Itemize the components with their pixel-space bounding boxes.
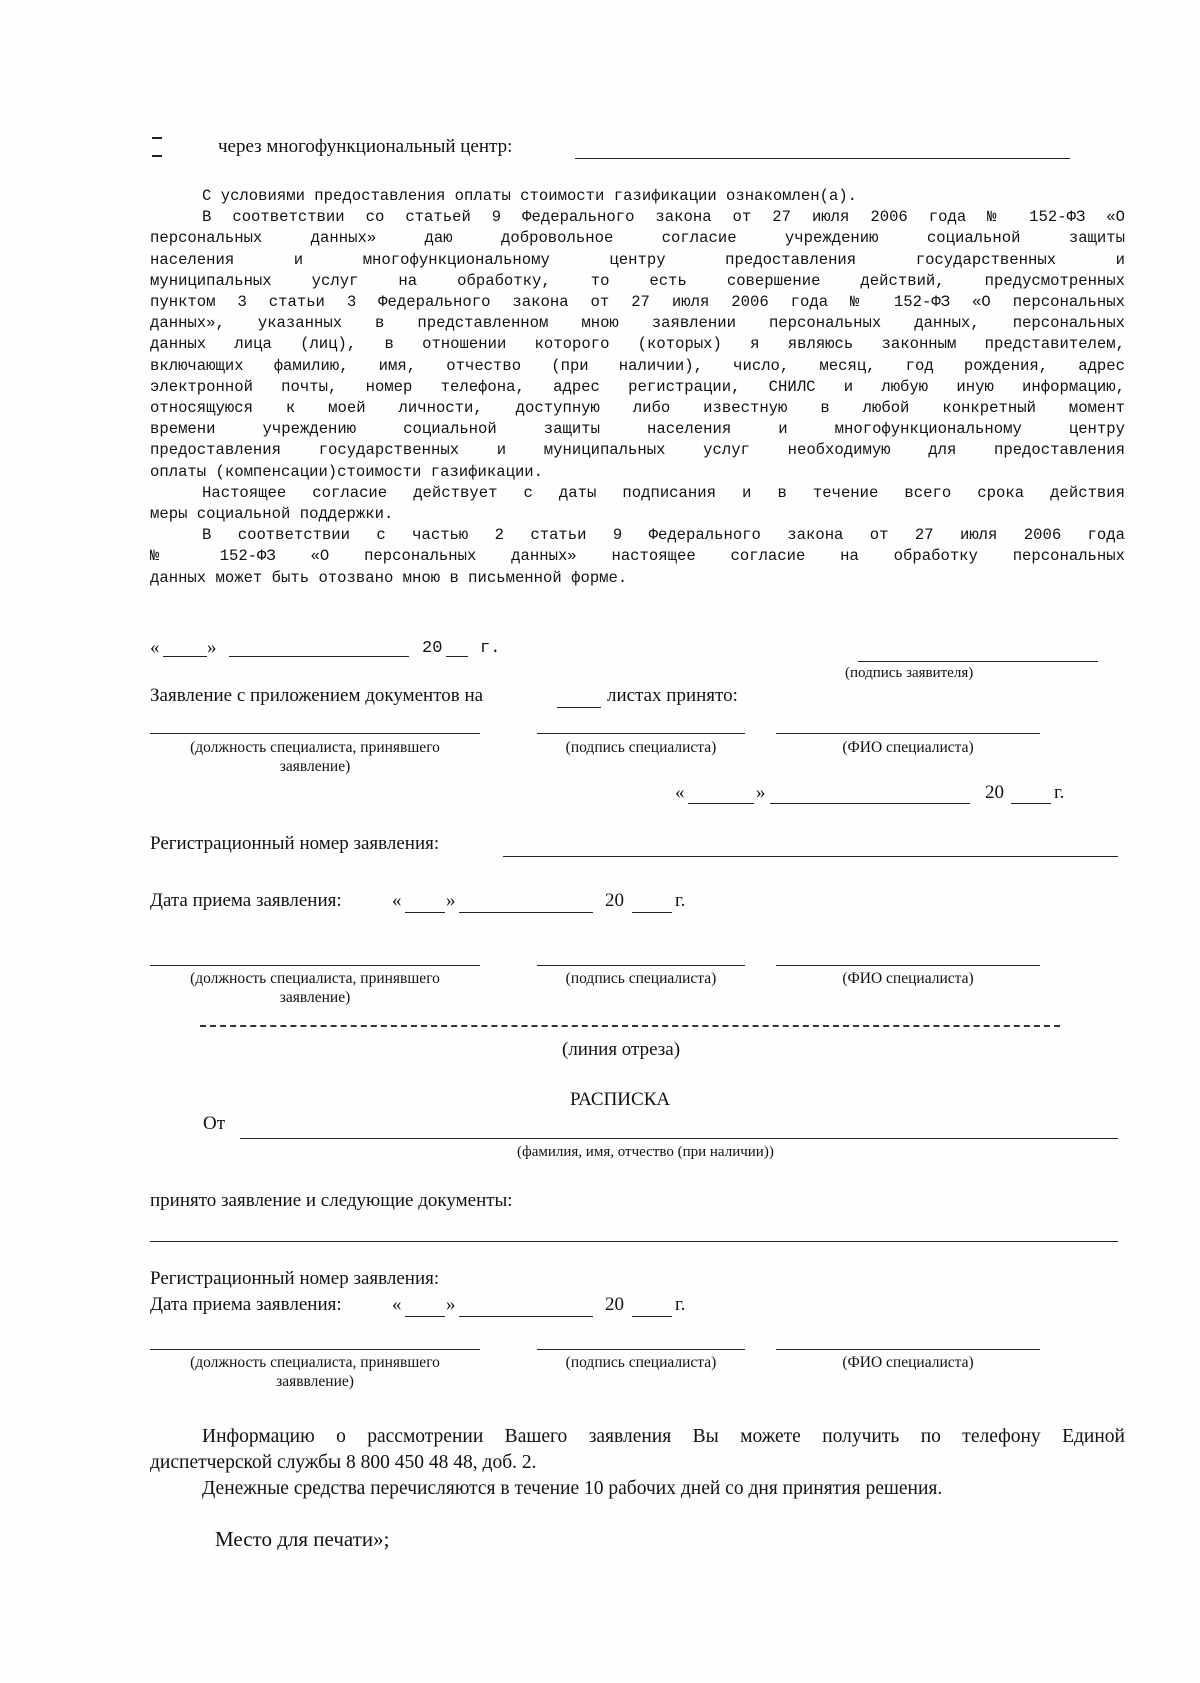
acceptance-year-prefix: 20 bbox=[985, 782, 1004, 803]
registration-position-line[interactable] bbox=[150, 965, 480, 966]
receipt-from-label: От bbox=[203, 1113, 226, 1134]
acceptance-fio-caption: (ФИО специалиста) bbox=[842, 739, 974, 756]
receipt-title: РАСПИСКА bbox=[570, 1089, 671, 1110]
consent-line: данных может быть отозвано мною в письменной форме. bbox=[150, 568, 628, 587]
registration-year-line[interactable] bbox=[632, 912, 672, 913]
mfc-checkbox[interactable] bbox=[152, 137, 162, 157]
registration-fio-caption: (ФИО специалиста) bbox=[842, 970, 974, 987]
consent-line: данных», указанных в представленном мною заявлении персональных данных, персональных bbox=[150, 314, 1125, 333]
receipt-accepted-label: принято заявление и следующие документы: bbox=[150, 1190, 513, 1211]
consent-line: относящуюся к моей личности, доступную либо известную в любой конкретный момент bbox=[150, 399, 1125, 418]
registration-year-suffix: г. bbox=[675, 890, 686, 911]
consent-line: включающих фамилию, имя, отчество (при наличии), число, месяц, год рождения, адрес bbox=[150, 356, 1125, 375]
consent-line: данных лица (лиц), в отношении которого (которых) я являюсь законным представителем, bbox=[150, 335, 1125, 354]
caption-line: заявление) bbox=[279, 758, 351, 775]
info-line: Денежные средства перечисляются в течение 10 рабочих дней со дня принятия решения. bbox=[202, 1478, 943, 1499]
acceptance-position-line[interactable] bbox=[150, 733, 480, 734]
info-line: диспетчерской службы 8 800 450 48 48, доб. 2. bbox=[150, 1452, 537, 1473]
acceptance-fio-line[interactable] bbox=[776, 733, 1040, 734]
receipt-position-line[interactable] bbox=[150, 1349, 480, 1350]
consent-block bbox=[150, 186, 1125, 589]
acceptance-text-after: листах принято: bbox=[607, 685, 738, 706]
applicant-year-suffix: г. bbox=[480, 639, 501, 658]
acceptance-quote-close: » bbox=[756, 782, 766, 803]
registration-signature-caption: (подпись специалиста) bbox=[565, 970, 717, 987]
consent-line: пунктом 3 статьи 3 Федерального закона от 27 июля 2006 года № 152-ФЗ «О персональных bbox=[150, 293, 1125, 312]
consent-line: № 152-ФЗ «О персональных данных» настоящее согласие на обработку персональных bbox=[150, 547, 1125, 566]
applicant-year-line[interactable] bbox=[446, 656, 468, 657]
consent-line: времени учреждению социальной защиты населения и многофункциональному центру bbox=[150, 420, 1125, 439]
consent-line: муниципальных услуг на обработку, то есть совершение действий, предусмотренных bbox=[150, 271, 1125, 290]
receipt-signature-line[interactable] bbox=[537, 1349, 745, 1350]
registration-day-line[interactable] bbox=[405, 912, 445, 913]
receipt-position-caption bbox=[150, 1353, 480, 1391]
consent-line: персональных данных» даю добровольное согласие учреждению социальной защиты bbox=[150, 229, 1125, 248]
consent-line: С условиями предоставления оплаты стоимости газификации ознакомлен(а). bbox=[202, 187, 858, 205]
consent-line: меры социальной поддержки. bbox=[150, 505, 394, 524]
receipt-month-line[interactable] bbox=[459, 1316, 593, 1317]
registration-quote-open: « bbox=[392, 890, 402, 911]
registration-month-line[interactable] bbox=[459, 912, 593, 913]
registration-fio-line[interactable] bbox=[776, 965, 1040, 966]
applicant-quote-close: » bbox=[207, 637, 217, 658]
mfc-input-line[interactable] bbox=[575, 158, 1070, 159]
cut-line bbox=[200, 1025, 1060, 1027]
cut-line-label: (линия отреза) bbox=[562, 1039, 681, 1060]
mfc-label: через многофункциональный центр: bbox=[218, 136, 513, 157]
registration-position-caption bbox=[150, 969, 480, 1007]
stamp-place-label: Место для печати»; bbox=[215, 1527, 390, 1551]
applicant-month-line[interactable] bbox=[229, 656, 409, 657]
receipt-year-prefix: 20 bbox=[605, 1294, 624, 1315]
receipt-quote-open: « bbox=[392, 1294, 402, 1315]
receipt-fio-caption: (ФИО специалиста) bbox=[842, 1354, 974, 1371]
receipt-year-suffix: г. bbox=[675, 1294, 686, 1315]
registration-date-label: Дата приема заявления: bbox=[150, 890, 342, 911]
applicant-signature-line[interactable] bbox=[858, 661, 1098, 662]
consent-line: оплаты (компенсации)стоимости газификации. bbox=[150, 462, 544, 481]
applicant-year-prefix: 20 bbox=[422, 639, 443, 658]
registration-number-label: Регистрационный номер заявления: bbox=[150, 833, 440, 854]
applicant-day-line[interactable] bbox=[163, 656, 207, 657]
consent-line: В соответствии со статьей 9 Федерального закона от 27 июля 2006 года № 152-ФЗ «О bbox=[202, 208, 1125, 227]
acceptance-year-line[interactable] bbox=[1011, 803, 1051, 804]
acceptance-signature-line[interactable] bbox=[537, 733, 745, 734]
caption-line: заяввление) bbox=[276, 1373, 354, 1390]
acceptance-year-suffix: г. bbox=[1054, 782, 1065, 803]
acceptance-text-before: Заявление с приложением документов на bbox=[150, 685, 484, 706]
info-block bbox=[150, 1424, 1125, 1502]
registration-quote-close: » bbox=[446, 890, 456, 911]
acceptance-month-line[interactable] bbox=[770, 803, 970, 804]
consent-line: предоставления государственных и муниципальных услуг необходимую для предоставления bbox=[150, 441, 1125, 460]
acceptance-quote-open: « bbox=[675, 782, 685, 803]
info-line: Информацию о рассмотрении Вашего заявления Вы можете получить по телефону Единой bbox=[202, 1426, 1125, 1447]
receipt-documents-line[interactable] bbox=[150, 1241, 1118, 1242]
registration-year-prefix: 20 bbox=[605, 890, 624, 911]
receipt-from-line[interactable] bbox=[240, 1138, 1118, 1139]
applicant-quote-open: « bbox=[150, 637, 160, 658]
acceptance-position-caption bbox=[150, 738, 480, 776]
acceptance-day-line[interactable] bbox=[688, 803, 754, 804]
receipt-fio-line[interactable] bbox=[776, 1349, 1040, 1350]
receipt-signature-caption: (подпись специалиста) bbox=[565, 1354, 717, 1371]
consent-line: Настоящее согласие действует с даты подписания и в течение всего срока действия bbox=[202, 483, 1125, 502]
receipt-date-label: Дата приема заявления: bbox=[150, 1294, 342, 1315]
caption-line: (должность специалиста, принявшего bbox=[190, 739, 440, 756]
consent-line: В соответствии с частью 2 статьи 9 Федерального закона от 27 июля 2006 года bbox=[202, 526, 1125, 545]
consent-line: населения и многофункциональному центру предоставления государственных и bbox=[150, 250, 1125, 269]
receipt-quote-close: » bbox=[446, 1294, 456, 1315]
acceptance-pages-line[interactable] bbox=[557, 707, 601, 708]
registration-signature-line[interactable] bbox=[537, 965, 745, 966]
caption-line: заявление) bbox=[279, 989, 351, 1006]
receipt-day-line[interactable] bbox=[405, 1316, 445, 1317]
caption-line: (должность специалиста, принявшего bbox=[190, 1354, 440, 1371]
consent-line: электронной почты, номер телефона, адрес регистрации, СНИЛС и любую иную информацию, bbox=[150, 377, 1125, 396]
caption-line: (должность специалиста, принявшего bbox=[190, 970, 440, 987]
receipt-year-line[interactable] bbox=[632, 1316, 672, 1317]
acceptance-signature-caption: (подпись специалиста) bbox=[565, 739, 717, 756]
receipt-number-label: Регистрационный номер заявления: bbox=[150, 1268, 440, 1289]
receipt-from-caption: (фамилия, имя, отчество (при наличии)) bbox=[517, 1144, 774, 1160]
registration-number-line[interactable] bbox=[503, 856, 1118, 857]
applicant-signature-caption: (подпись заявителя) bbox=[845, 665, 974, 681]
